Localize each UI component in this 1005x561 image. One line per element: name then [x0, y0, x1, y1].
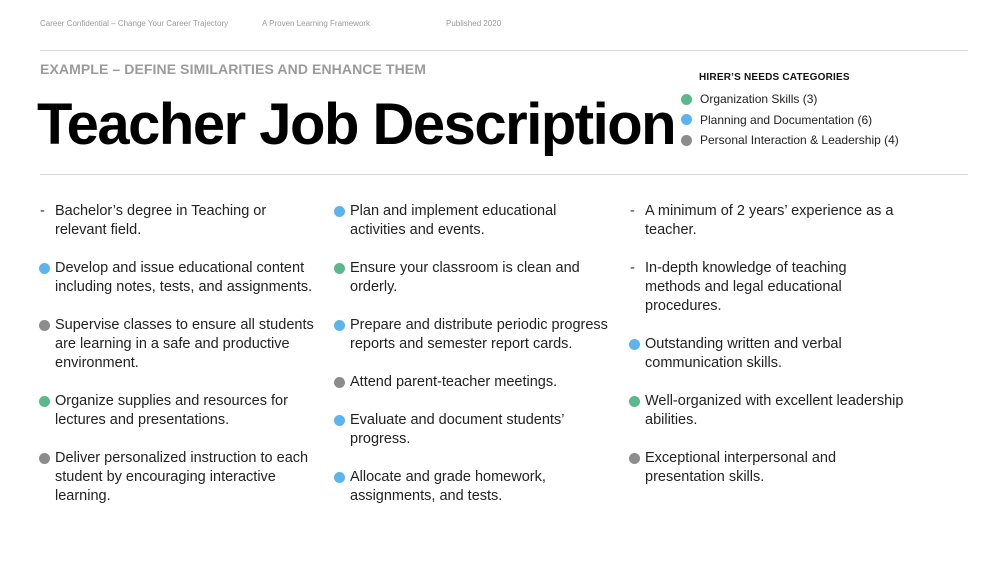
list-item-text: Attend parent-teacher meetings.: [350, 374, 558, 390]
page-title: Teacher Job Description: [37, 92, 676, 157]
column-3: [630, 202, 905, 506]
list-item: [630, 202, 905, 240]
list-item-text: Evaluate and document students’ progress.: [350, 412, 564, 447]
list-item: [40, 392, 315, 430]
blue-dot-icon: [334, 472, 345, 483]
list-item-text: Outstanding written and verbal communication skills.: [645, 336, 842, 371]
list-item-text: Well-organized with excellent leadership abilities.: [645, 393, 904, 428]
list-item: [335, 202, 610, 240]
gray-dot-icon: [39, 320, 50, 331]
list-item: [630, 259, 905, 316]
green-dot-icon: [629, 396, 640, 407]
list-item-text: Bachelor’s degree in Teaching or relevant field.: [55, 203, 267, 238]
gray-dot-icon: [40, 316, 55, 335]
header-bar: [40, 19, 965, 33]
list-item-text: A minimum of 2 years’ experience as a teacher.: [645, 203, 894, 238]
blue-dot-icon: [335, 468, 350, 487]
list-item-text: Develop and issue educational content including notes, tests, and assignments.: [55, 260, 313, 295]
dash-bullet-icon: -: [40, 203, 45, 219]
list-item-text: Ensure your classroom is clean and orderly.: [350, 260, 580, 295]
list-item-text: Plan and implement educational activities and events.: [350, 203, 557, 238]
column-1: [40, 202, 315, 525]
list-item: [40, 202, 315, 240]
list-item: [335, 259, 610, 297]
blue-dot-icon: [334, 415, 345, 426]
green-dot-icon: [40, 392, 55, 411]
blue-dot-icon: [335, 316, 350, 335]
list-item-text: Deliver personalized instruction to each student by encouraging interactive learning.: [55, 450, 309, 504]
dash-bullet-icon: -: [630, 260, 635, 276]
header-center-text: A Proven Learning Framework: [262, 19, 371, 28]
list-item-text: Organize supplies and resources for lectures and presentations.: [55, 393, 288, 428]
header-right-text: Published 2020: [446, 19, 502, 28]
green-dot-icon: [39, 396, 50, 407]
list-item: [630, 335, 905, 373]
blue-dot-icon: [334, 320, 345, 331]
list-item: [630, 392, 905, 430]
legend-item-label: Organization Skills (3): [700, 92, 818, 107]
gray-dot-icon: [40, 449, 55, 468]
dash-bullet-icon: -: [630, 203, 635, 219]
green-dot-icon: [335, 259, 350, 278]
blue-dot-icon: [630, 335, 645, 354]
legend-item: [680, 89, 980, 110]
list-item: [335, 316, 610, 354]
list-item: [335, 468, 610, 506]
list-item: [335, 373, 610, 392]
list-item: [40, 259, 315, 297]
header-left-text: Career Confidential – Change Your Career Trajectory: [40, 19, 229, 28]
list-item-text: Prepare and distribute periodic progress reports and semester report cards.: [350, 317, 608, 352]
legend-item: [680, 130, 980, 151]
list-item: [40, 449, 315, 506]
gray-dot-icon: [681, 135, 692, 146]
green-dot-icon: [334, 263, 345, 274]
legend-item-label: Planning and Documentation (6): [700, 112, 873, 127]
blue-dot-icon: [40, 259, 55, 278]
list-item-text: Exceptional interpersonal and presentation skills.: [645, 450, 837, 485]
legend-item-label: Personal Interaction & Leadership (4): [700, 133, 899, 148]
gray-dot-icon: [629, 453, 640, 464]
blue-dot-icon: [335, 202, 350, 221]
list-item: [40, 316, 315, 373]
legend-item: [680, 110, 980, 131]
blue-dot-icon: [681, 114, 692, 125]
column-2: [335, 202, 610, 525]
section-divider: [40, 174, 968, 175]
blue-dot-icon: [334, 206, 345, 217]
list-item-text: Allocate and grade homework, assignments, and tests.: [350, 469, 546, 504]
gray-dot-icon: [630, 449, 645, 468]
legend-heading: HIRER’S NEEDS CATEGORIES: [699, 72, 850, 83]
legend-items: [680, 89, 980, 151]
gray-dot-icon: [334, 377, 345, 388]
legend: [680, 72, 980, 151]
green-dot-icon: [630, 392, 645, 411]
list-item: [630, 449, 905, 487]
blue-dot-icon: [629, 339, 640, 350]
gray-dot-icon: [39, 453, 50, 464]
gray-dot-icon: [335, 373, 350, 392]
list-item-text: Supervise classes to ensure all students are learning in a safe and productive environment.: [55, 317, 314, 371]
green-dot-icon: [681, 94, 692, 105]
eyebrow-subtitle: EXAMPLE – DEFINE SIMILARITIES AND ENHANCE THEM: [40, 61, 426, 77]
blue-dot-icon: [39, 263, 50, 274]
top-divider: [40, 50, 968, 51]
list-item-text: In-depth knowledge of teaching methods and legal educational procedures.: [645, 260, 847, 314]
blue-dot-icon: [335, 411, 350, 430]
list-item: [335, 411, 610, 449]
